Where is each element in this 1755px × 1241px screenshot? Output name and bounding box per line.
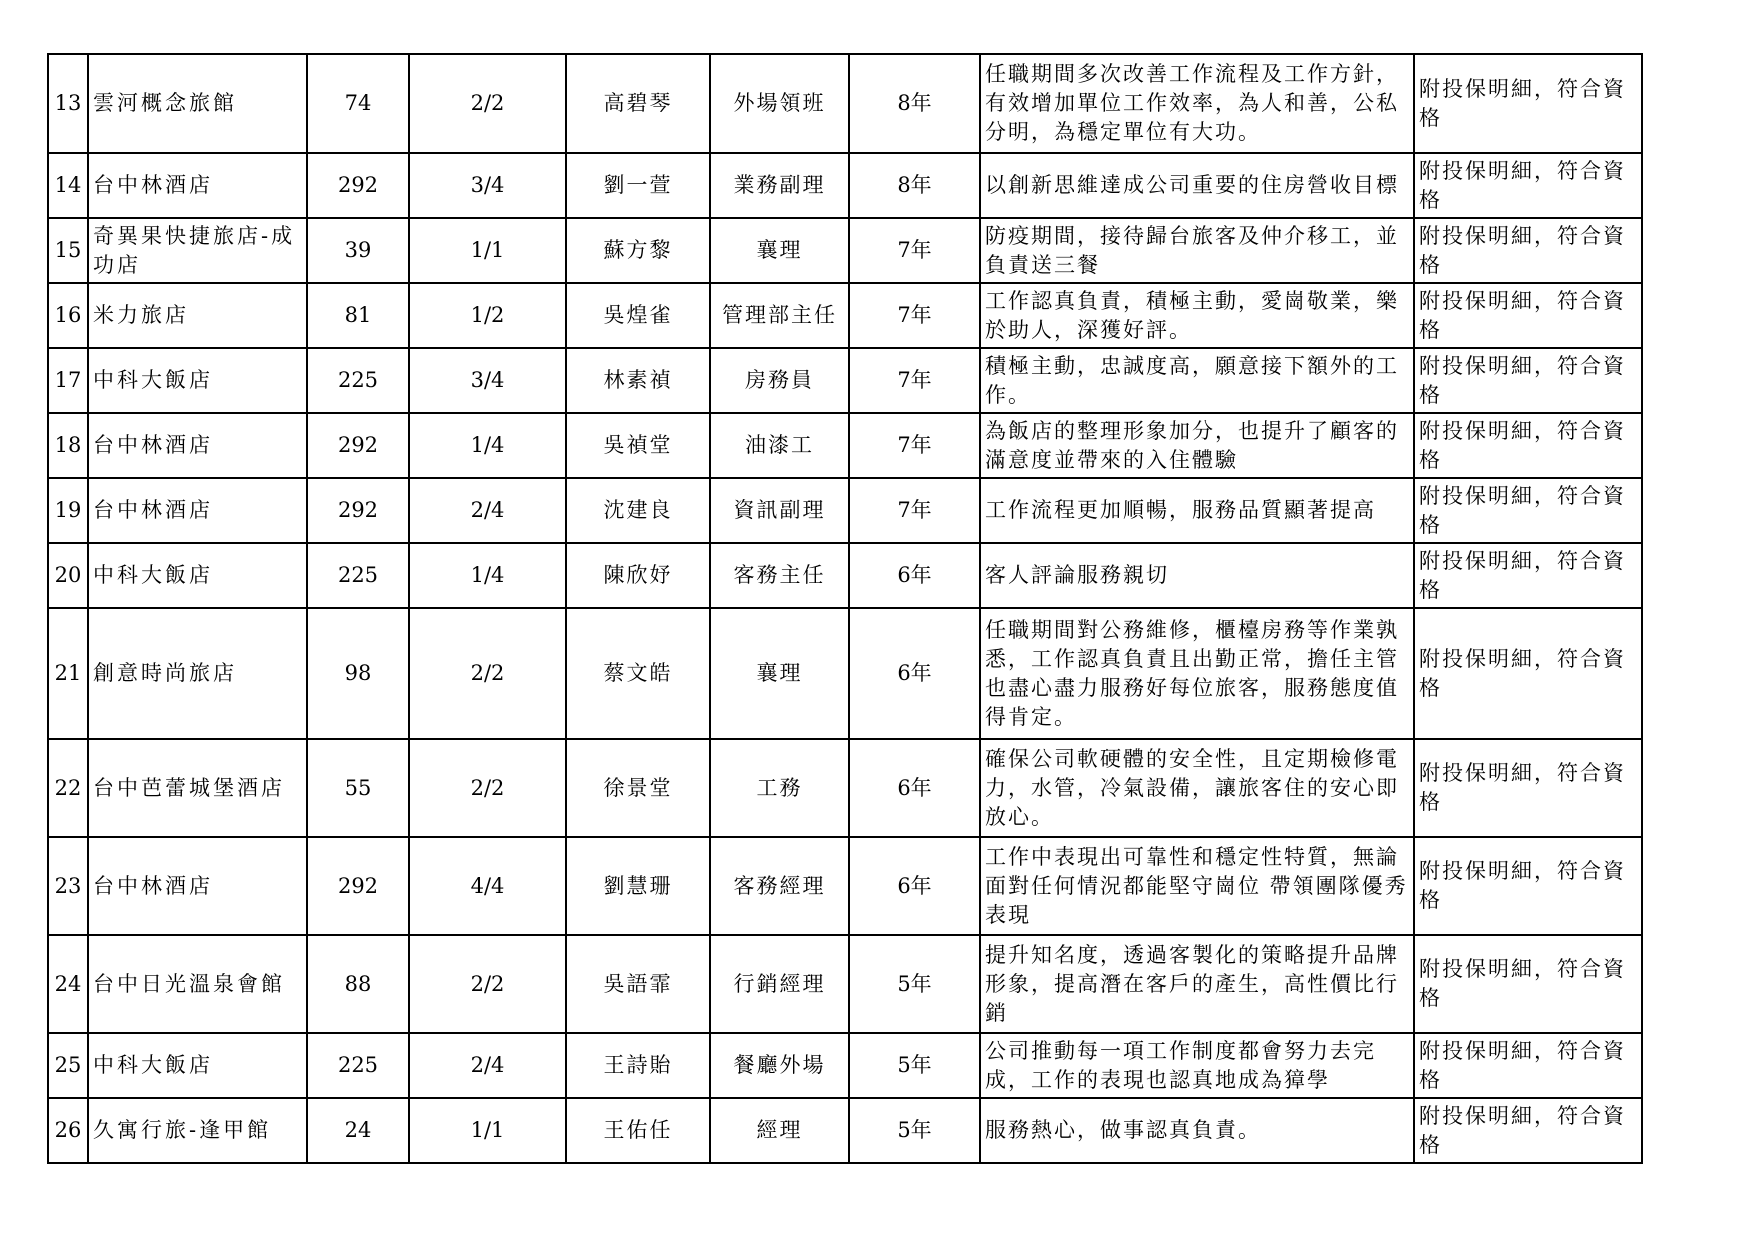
description-cell: 積極主動，忠誠度高，願意接下額外的工作。: [980, 348, 1414, 413]
employee-name-cell: 蔡文皓: [566, 608, 710, 739]
ratio-cell: 1/1: [409, 1098, 566, 1163]
table-row: [48, 739, 1642, 837]
years-cell: 7年: [849, 413, 980, 478]
row-number: 25: [48, 1033, 88, 1098]
ratio-cell: 2/4: [409, 1033, 566, 1098]
position-cell: 經理: [710, 1098, 849, 1163]
years-cell: 7年: [849, 478, 980, 543]
position-cell: 資訊副理: [710, 478, 849, 543]
room-count-cell: 74: [307, 54, 409, 153]
row-number: 22: [48, 739, 88, 837]
table-row: [48, 218, 1642, 283]
years-cell: 6年: [849, 837, 980, 935]
room-count-cell: 225: [307, 348, 409, 413]
room-count-cell: 225: [307, 1033, 409, 1098]
ratio-cell: 2/2: [409, 935, 566, 1033]
hotel-name-cell: 奇異果快捷旅店-成功店: [88, 218, 307, 283]
employee-name-cell: 高碧琴: [566, 54, 710, 153]
table-row: [48, 1098, 1642, 1163]
hotel-name-cell: 中科大飯店: [88, 348, 307, 413]
employee-name-cell: 吳煌雀: [566, 283, 710, 348]
table-row: [48, 1033, 1642, 1098]
description-cell: 服務熱心，做事認真負責。: [980, 1098, 1414, 1163]
hotel-name-cell: 台中芭蕾城堡酒店: [88, 739, 307, 837]
row-number: 17: [48, 348, 88, 413]
years-cell: 8年: [849, 153, 980, 218]
hotel-name-cell: 中科大飯店: [88, 543, 307, 608]
employee-name-cell: 蘇方黎: [566, 218, 710, 283]
position-cell: 客務經理: [710, 837, 849, 935]
employee-name-cell: 吳語霏: [566, 935, 710, 1033]
hotel-name-cell: 台中日光溫泉會館: [88, 935, 307, 1033]
note-cell: 附投保明細，符合資格: [1414, 739, 1642, 837]
years-cell: 7年: [849, 283, 980, 348]
table-row: [48, 153, 1642, 218]
position-cell: 工務: [710, 739, 849, 837]
hotel-name-cell: 台中林酒店: [88, 413, 307, 478]
room-count-cell: 39: [307, 218, 409, 283]
ratio-cell: 1/2: [409, 283, 566, 348]
description-cell: 任職期間多次改善工作流程及工作方針，有效增加單位工作效率，為人和善，公私分明，為穩定單位有大功。: [980, 54, 1414, 153]
row-number: 21: [48, 608, 88, 739]
note-cell: 附投保明細，符合資格: [1414, 478, 1642, 543]
room-count-cell: 292: [307, 837, 409, 935]
ratio-cell: 1/1: [409, 218, 566, 283]
table-row: [48, 478, 1642, 543]
row-number: 20: [48, 543, 88, 608]
description-cell: 任職期間對公務維修，櫃檯房務等作業孰悉，工作認真負責且出勤正常，擔任主管也盡心盡力服務好每位旅客，服務態度值得肯定。: [980, 608, 1414, 739]
row-number: 23: [48, 837, 88, 935]
description-cell: 防疫期間，接待歸台旅客及仲介移工，並負責送三餐: [980, 218, 1414, 283]
note-cell: 附投保明細，符合資格: [1414, 54, 1642, 153]
ratio-cell: 2/2: [409, 739, 566, 837]
employee-name-cell: 陳欣妤: [566, 543, 710, 608]
note-cell: 附投保明細，符合資格: [1414, 283, 1642, 348]
description-cell: 工作流程更加順暢，服務品質顯著提高: [980, 478, 1414, 543]
employee-name-cell: 劉慧珊: [566, 837, 710, 935]
table-body: [48, 54, 1642, 1163]
row-number: 14: [48, 153, 88, 218]
row-number: 19: [48, 478, 88, 543]
position-cell: 房務員: [710, 348, 849, 413]
position-cell: 油漆工: [710, 413, 849, 478]
employee-name-cell: 王詩貽: [566, 1033, 710, 1098]
ratio-cell: 3/4: [409, 348, 566, 413]
room-count-cell: 98: [307, 608, 409, 739]
description-cell: 公司推動每一項工作制度都會努力去完成，工作的表現也認真地成為獐學: [980, 1033, 1414, 1098]
row-number: 18: [48, 413, 88, 478]
hotel-name-cell: 台中林酒店: [88, 153, 307, 218]
ratio-cell: 1/4: [409, 413, 566, 478]
years-cell: 5年: [849, 1033, 980, 1098]
years-cell: 7年: [849, 348, 980, 413]
employee-name-cell: 沈建良: [566, 478, 710, 543]
position-cell: 餐廳外場: [710, 1033, 849, 1098]
note-cell: 附投保明細，符合資格: [1414, 1098, 1642, 1163]
years-cell: 6年: [849, 543, 980, 608]
ratio-cell: 1/4: [409, 543, 566, 608]
room-count-cell: 292: [307, 153, 409, 218]
position-cell: 襄理: [710, 218, 849, 283]
row-number: 26: [48, 1098, 88, 1163]
table-row: [48, 348, 1642, 413]
table-row: [48, 837, 1642, 935]
description-cell: 工作認真負責，積極主動，愛崗敬業，樂於助人，深獲好評。: [980, 283, 1414, 348]
years-cell: 6年: [849, 739, 980, 837]
description-cell: 提升知名度，透過客製化的策略提升品牌形象，提高潛在客戶的產生，高性價比行銷: [980, 935, 1414, 1033]
row-number: 16: [48, 283, 88, 348]
table-row: [48, 608, 1642, 739]
ratio-cell: 2/2: [409, 54, 566, 153]
note-cell: 附投保明細，符合資格: [1414, 153, 1642, 218]
position-cell: 客務主任: [710, 543, 849, 608]
room-count-cell: 292: [307, 478, 409, 543]
employee-name-cell: 吳禎堂: [566, 413, 710, 478]
ratio-cell: 2/2: [409, 608, 566, 739]
row-number: 15: [48, 218, 88, 283]
description-cell: 確保公司軟硬體的安全性，且定期檢修電力，水管，冷氣設備，讓旅客住的安心即放心。: [980, 739, 1414, 837]
description-cell: 客人評論服務親切: [980, 543, 1414, 608]
years-cell: 6年: [849, 608, 980, 739]
description-cell: 為飯店的整理形象加分，也提升了顧客的滿意度並帶來的入住體驗: [980, 413, 1414, 478]
room-count-cell: 81: [307, 283, 409, 348]
row-number: 24: [48, 935, 88, 1033]
room-count-cell: 225: [307, 543, 409, 608]
position-cell: 外場領班: [710, 54, 849, 153]
description-cell: 以創新思維達成公司重要的住房營收目標: [980, 153, 1414, 218]
description-cell: 工作中表現出可靠性和穩定性特質，無論面對任何情況都能堅守崗位 帶領團隊優秀表現: [980, 837, 1414, 935]
employee-name-cell: 徐景堂: [566, 739, 710, 837]
note-cell: 附投保明細，符合資格: [1414, 935, 1642, 1033]
table-row: [48, 283, 1642, 348]
years-cell: 8年: [849, 54, 980, 153]
note-cell: 附投保明細，符合資格: [1414, 1033, 1642, 1098]
ratio-cell: 3/4: [409, 153, 566, 218]
hotel-name-cell: 台中林酒店: [88, 478, 307, 543]
years-cell: 5年: [849, 1098, 980, 1163]
room-count-cell: 292: [307, 413, 409, 478]
employee-table: [47, 53, 1643, 1164]
note-cell: 附投保明細，符合資格: [1414, 543, 1642, 608]
ratio-cell: 2/4: [409, 478, 566, 543]
row-number: 13: [48, 54, 88, 153]
room-count-cell: 88: [307, 935, 409, 1033]
note-cell: 附投保明細，符合資格: [1414, 608, 1642, 739]
note-cell: 附投保明細，符合資格: [1414, 413, 1642, 478]
room-count-cell: 24: [307, 1098, 409, 1163]
employee-name-cell: 林素禎: [566, 348, 710, 413]
years-cell: 5年: [849, 935, 980, 1033]
hotel-name-cell: 雲河概念旅館: [88, 54, 307, 153]
note-cell: 附投保明細，符合資格: [1414, 837, 1642, 935]
employee-name-cell: 劉一萱: [566, 153, 710, 218]
years-cell: 7年: [849, 218, 980, 283]
table-row: [48, 543, 1642, 608]
hotel-name-cell: 創意時尚旅店: [88, 608, 307, 739]
position-cell: 行銷經理: [710, 935, 849, 1033]
hotel-name-cell: 米力旅店: [88, 283, 307, 348]
table-row: [48, 413, 1642, 478]
position-cell: 襄理: [710, 608, 849, 739]
note-cell: 附投保明細，符合資格: [1414, 348, 1642, 413]
hotel-name-cell: 中科大飯店: [88, 1033, 307, 1098]
hotel-name-cell: 台中林酒店: [88, 837, 307, 935]
room-count-cell: 55: [307, 739, 409, 837]
position-cell: 業務副理: [710, 153, 849, 218]
hotel-name-cell: 久寓行旅-逢甲館: [88, 1098, 307, 1163]
position-cell: 管理部主任: [710, 283, 849, 348]
note-cell: 附投保明細，符合資格: [1414, 218, 1642, 283]
employee-name-cell: 王佑任: [566, 1098, 710, 1163]
table-row: [48, 54, 1642, 153]
ratio-cell: 4/4: [409, 837, 566, 935]
table-row: [48, 935, 1642, 1033]
